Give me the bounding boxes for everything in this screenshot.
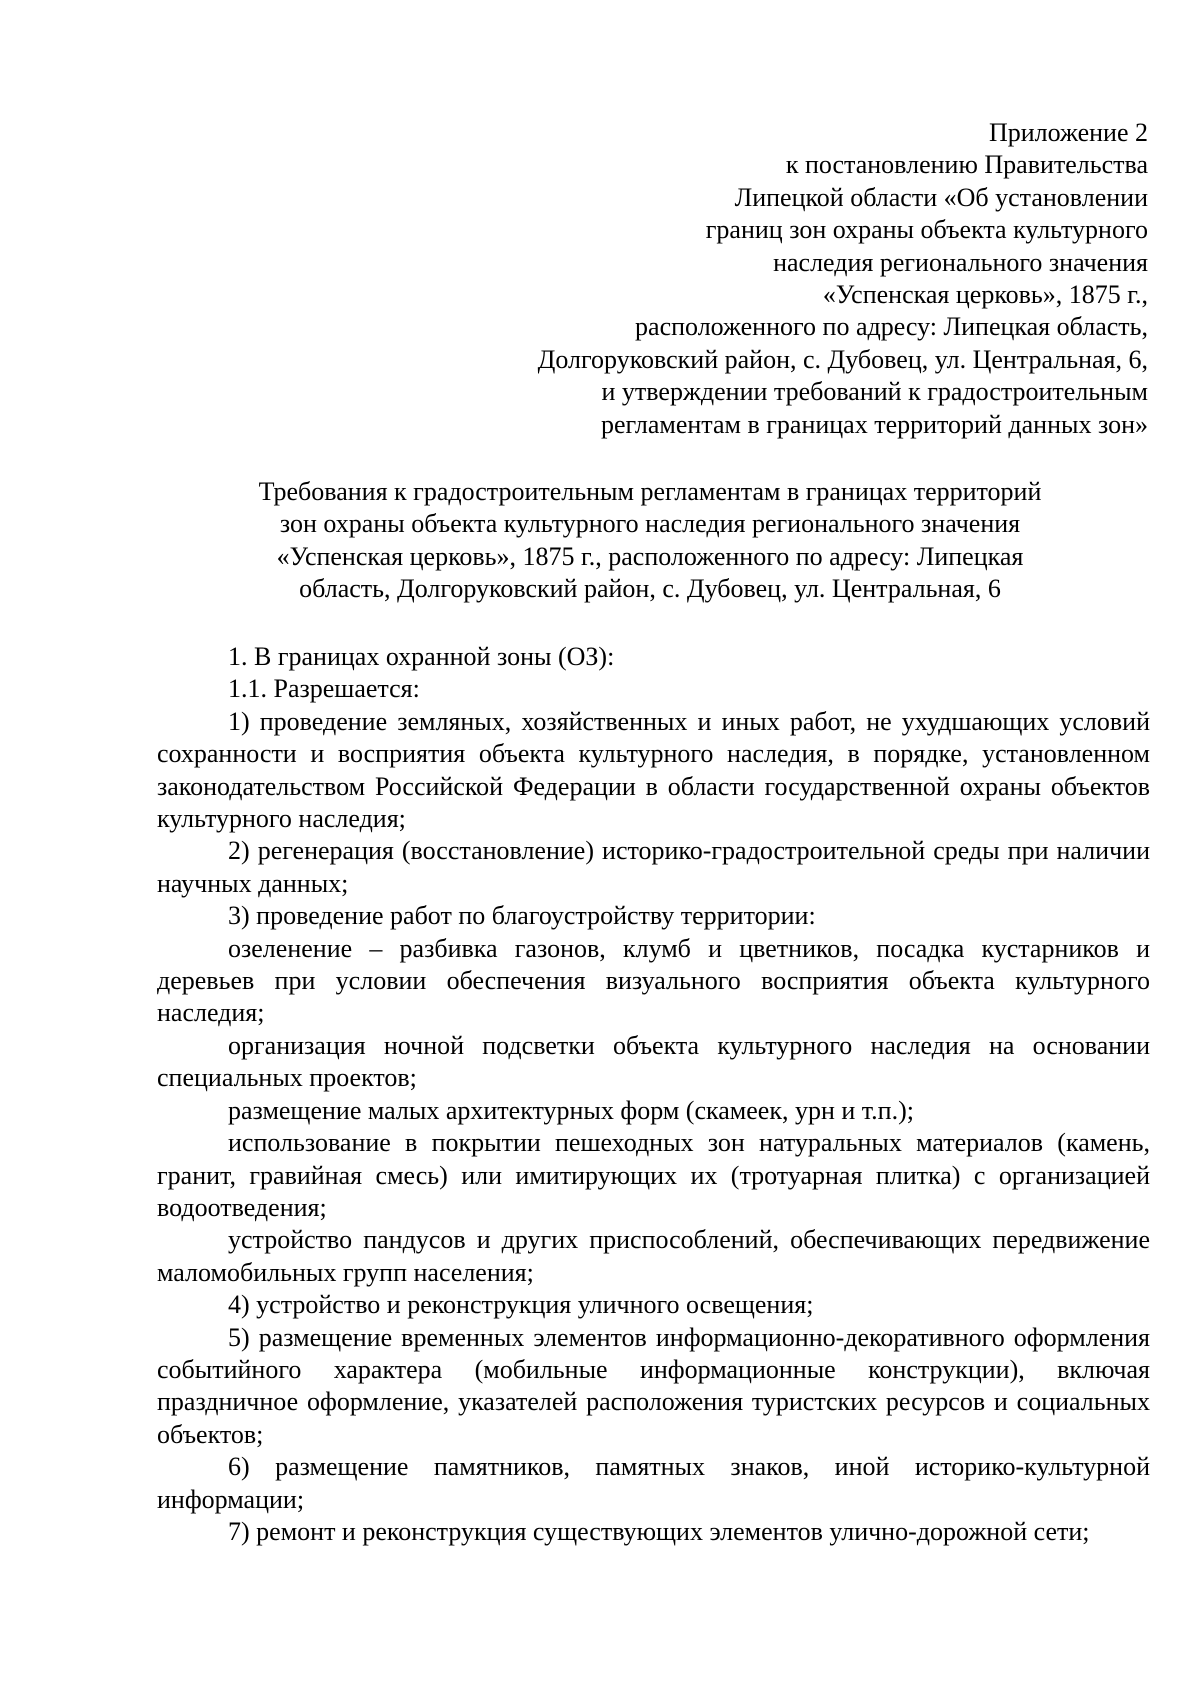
subsection-heading: 1.1. Разрешается: — [228, 674, 420, 704]
appendix-line: границ зон охраны объекта культурного — [705, 215, 1148, 245]
appendix-line: «Успенская церковь», 1875 г., — [822, 280, 1148, 310]
paragraph: размещение малых архитектурных форм (скамеек, урн и т.п.); — [228, 1095, 914, 1125]
paragraph: устройство пандусов и других приспособлений, обеспечивающих передвижение маломобильных групп населения; — [157, 1225, 1150, 1287]
document-body — [157, 641, 1150, 1548]
paragraph: 5) размещение временных элементов информационно-декоративного оформления событийного характера (мобильные информационные конструкции), включая праздничное оформление, указателей расположения туристских ресурсов и социальных объектов; — [157, 1322, 1150, 1449]
title-line: зон охраны объекта культурного наследия регионального значения — [279, 509, 1021, 539]
appendix-line: и утверждении требований к градостроительным — [601, 377, 1148, 407]
paragraph: 1) проведение земляных, хозяйственных и иных работ, не ухудшающих условий сохранности и восприятия объекта культурного наследия, в порядке, установленном законодательством Российской Федерации в области государственной охраны объектов культурного наследия; — [157, 706, 1150, 834]
appendix-line: Липецкой области «Об установлении — [734, 182, 1148, 212]
title-line: область, Долгоруковский район, с. Дубовец, ул. Центральная, 6 — [299, 574, 1001, 604]
appendix-line: Долгоруковский район, с. Дубовец, ул. Центральная, 6, — [537, 344, 1148, 374]
appendix-line: Приложение 2 — [988, 118, 1148, 147]
paragraph: организация ночной подсветки объекта культурного наследия на основании специальных проектов; — [157, 1030, 1150, 1093]
appendix-line: наследия регионального значения — [773, 247, 1148, 277]
paragraph: озеленение – разбивка газонов, клумб и цветников, посадка кустарников и деревьев при условии обеспечения визуального восприятия объекта культурного наследия; — [157, 933, 1150, 1028]
appendix-line: регламентам в границах территорий данных зон» — [600, 409, 1148, 439]
title-line: Требования к градостроительным регламентам в границах территорий — [258, 477, 1042, 506]
paragraph: использование в покрытии пешеходных зон натуральных материалов (камень, гранит, гравийная смесь) или имитирующих их (тротуарная плитка) с организацией водоотведения; — [157, 1128, 1150, 1222]
paragraph: 2) регенерация (восстановление) историко-градостроительной среды при наличии научных данных; — [157, 836, 1150, 898]
appendix-line: к постановлению Правительства — [785, 150, 1148, 180]
paragraph: 6) размещение памятников, памятных знаков, иной историко-культурной информации; — [157, 1452, 1150, 1514]
appendix-line: расположенного по адресу: Липецкая область, — [635, 312, 1148, 342]
paragraph: 3) проведение работ по благоустройству территории: — [228, 901, 816, 931]
document-title — [150, 476, 1150, 606]
paragraph: 7) ремонт и реконструкция существующих элементов улично-дорожной сети; — [228, 1516, 1090, 1546]
paragraph: 4) устройство и реконструкция уличного освещения; — [228, 1290, 814, 1320]
title-line: «Успенская церковь», 1875 г., расположенного по адресу: Липецкая — [276, 541, 1024, 571]
appendix-header — [388, 117, 1148, 441]
section-heading: 1. В границах охранной зоны (ОЗ): — [228, 642, 615, 671]
